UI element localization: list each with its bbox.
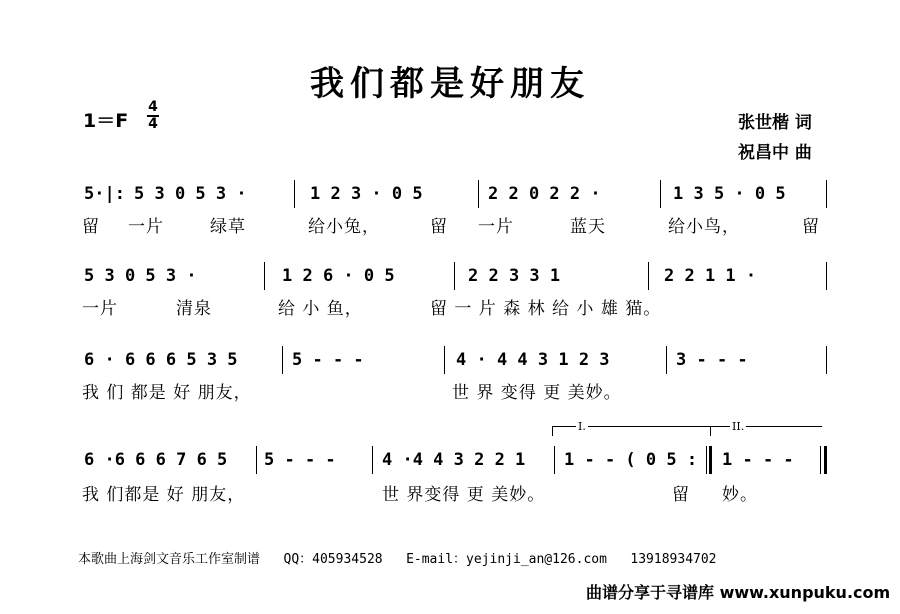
volta-2-label: II. <box>732 420 745 433</box>
barline <box>826 180 827 208</box>
lyric: 我 们 都是 好 朋友， <box>82 383 252 403</box>
brand-watermark: 曲谱分享于寻谱库 www.xunpuku.com <box>586 583 891 602</box>
lyric: 妙。 <box>722 485 758 505</box>
barline <box>256 446 257 474</box>
email-contact: E-mail：yejinji_an@126.com <box>406 552 607 567</box>
lyric: 绿草 <box>210 217 246 237</box>
lyric: 给 小 鱼， <box>278 299 363 319</box>
barline <box>294 180 295 208</box>
page-title: 我们都是好朋友 <box>310 64 590 104</box>
barline <box>282 346 283 374</box>
lyric: 世 界 变得 更 美妙。 <box>452 383 622 403</box>
barline <box>454 262 455 290</box>
footer-info <box>78 548 717 567</box>
lyric: 世 界变得 更 美妙。 <box>382 485 546 505</box>
key-signature: 1＝F <box>83 110 129 132</box>
final-barline <box>824 446 827 474</box>
lyricist-credit: 张世楷 词 <box>738 113 812 133</box>
final-barline <box>820 446 821 474</box>
measure: 2 2 0 2 2 · <box>488 184 601 204</box>
measure: 4 · 4 4 3 1 2 3 <box>456 350 610 370</box>
lyric: 给小兔， <box>308 217 380 237</box>
repeat-barline <box>709 446 712 474</box>
barline <box>660 180 661 208</box>
barline <box>372 446 373 474</box>
lyric: 蓝天 <box>570 217 606 237</box>
time-signature: 4 4 <box>148 99 158 132</box>
barline <box>826 262 827 290</box>
measure: 3 - - - <box>676 350 748 370</box>
measure: 1 - - - <box>722 450 794 470</box>
studio-credit: 本歌曲上海剑文音乐工作室制谱 <box>78 552 261 567</box>
volta-bracket <box>552 426 822 427</box>
volta-bracket <box>552 426 553 436</box>
repeat-barline <box>706 446 707 474</box>
measure: 4 ·4 4 3 2 2 1 <box>382 450 526 470</box>
lyric: 我 们都是 好 朋友， <box>82 485 246 505</box>
composer-credit: 祝昌中 曲 <box>738 143 812 163</box>
barline <box>666 346 667 374</box>
measure: 1 3 5 · 0 5 <box>673 184 786 204</box>
measure: 1 2 6 · 0 5 <box>282 266 395 286</box>
measure: 5 3 0 5 3 · <box>134 184 247 204</box>
lyric: 留 一 片 森 林 给 小 雄 猫。 <box>430 299 662 319</box>
volta-bracket <box>710 426 711 436</box>
lyric: 一片 <box>128 217 164 237</box>
barline <box>478 180 479 208</box>
lyric: 留 <box>82 217 100 237</box>
lyric: 给小鸟， <box>668 217 740 237</box>
phone-contact: 13918934702 <box>630 552 717 567</box>
barline <box>648 262 649 290</box>
measure: 2 2 1 1 · <box>664 266 757 286</box>
barline <box>444 346 445 374</box>
lyric: 留 <box>802 217 820 237</box>
measure: 6 ·6 6 6 7 6 5 <box>84 450 228 470</box>
measure: 5 - - - <box>292 350 364 370</box>
lyric: 一片 <box>478 217 514 237</box>
measure: 6 · 6 6 6 5 3 5 <box>84 350 238 370</box>
measure-pickup: 5·|: <box>84 184 125 204</box>
lyric: 清泉 <box>176 299 212 319</box>
barline <box>826 346 827 374</box>
lyric: 留 <box>430 217 448 237</box>
qq-contact: QQ：405934528 <box>283 552 383 567</box>
measure: 5 - - - <box>264 450 336 470</box>
lyric: 一片 <box>82 299 118 319</box>
measure: 2 2 3 3 1 <box>468 266 561 286</box>
measure: 1 - - ( 0 5 : <box>564 450 698 470</box>
barline <box>264 262 265 290</box>
measure: 1 2 3 · 0 5 <box>310 184 423 204</box>
measure: 5 3 0 5 3 · <box>84 266 197 286</box>
lyric: 留 <box>672 485 690 505</box>
barline <box>554 446 555 474</box>
volta-1-label: I. <box>578 420 586 433</box>
